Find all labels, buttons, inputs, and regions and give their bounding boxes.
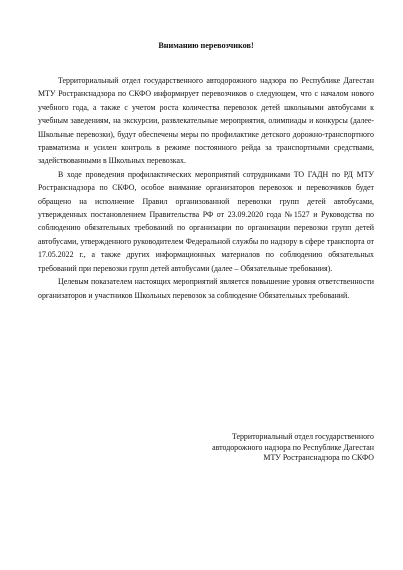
signature-line-2: автодорожного надзора по Республике Дагестан <box>212 442 374 452</box>
paragraph-target: Целевым показателем настоящих мероприятий является повышение уровня ответственности организаторов и участников Школьных перевозок за соблюдение Обязательных требований. <box>38 277 374 300</box>
paragraph-inspection: В ходе проведения профилактических мероприятий сотрудниками ТО ГАДН по РД МТУ Ространснадзора по СКФО, особое внимание организаторов перевозок и перевозчиков будет обращено на исполнение Правил организованной перевозки групп детей автобусами, утвержденных постановлением Правительства РФ от 23.09.2020 года №1527 и Руководства по соблюдению обязательных требований по организации по организации перевозки групп детей автобусами, утвержденного руководителем Федеральной службы по надзору в сфере транспорта от 17.05.2022 г., а также других информационных материалов по соблюдению обязательных требований при перевозки групп детей автобусами (далее – Обязательные требования). <box>38 169 374 273</box>
paragraph-intro: Территориальный отдел государственного автодорожного надзора по Республике Дагестан МТУ Ространснадзора по СКФО информирует перевозчиков о следующем, что с началом нового учебного года, а также с учетом роста количества перевозок детей школьными автобусами к учебным заведениям, на экскурсии, развлекательные мероприятия, олимпиады и конкурсы (далее-Школьные перевозки), будут обеспечены меры по профилактике детского дорожно-транспортного травматизма и усилен контроль в режиме постоянного рейда за транспортными средствами, задействованными в Школьных перевозках. <box>38 76 374 166</box>
document-title: Вниманию перевозчиков! <box>158 41 254 50</box>
signature-block <box>212 432 374 464</box>
signature-line-1: Территориальный отдел государственного <box>231 432 374 441</box>
document-page <box>38 40 374 302</box>
signature-line-3: МТУ Ространснадзора по СКФО <box>263 453 374 463</box>
